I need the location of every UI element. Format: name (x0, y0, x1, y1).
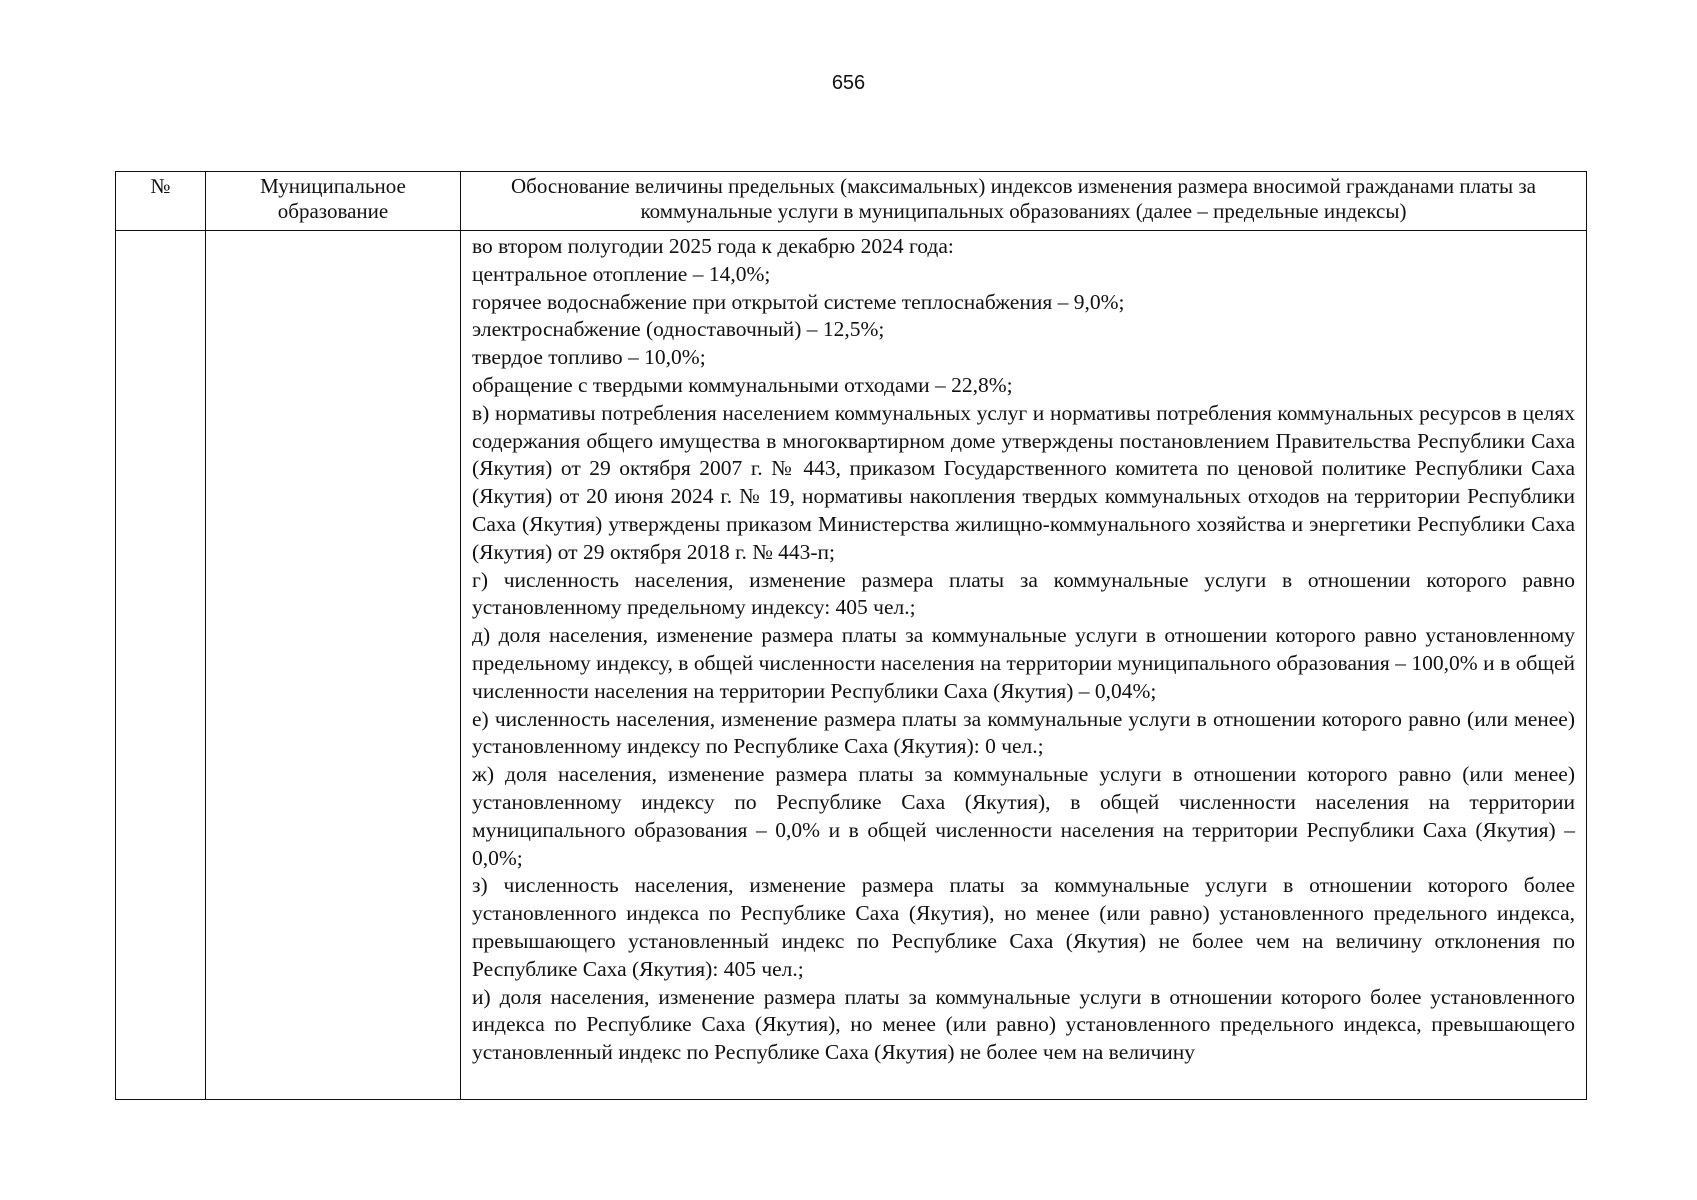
header-number: № (116, 172, 206, 231)
paragraph-solid-fuel: твердое топливо – 10,0%; (472, 345, 706, 370)
paragraph-heating: центральное отопление – 14,0%; (472, 261, 771, 286)
header-justification: Обоснование величины предельных (максимальных) индексов изменения размера вносимой гражданами платы за коммунальные услуги в муниципальных образованиях (далее – предельные индексы) (461, 172, 1587, 231)
paragraph-item-zh: ж) доля населения, изменение размера платы за коммунальные услуги в отношении которого равно (или менее) установленному индексу по Республике Саха (Якутия), в общей численности населения на территории муниципального образования – 0,0% и в общей численности населения на территории Республики Саха (Якутия) – 0,0%; (472, 762, 1575, 870)
table-row (116, 231, 1587, 1100)
cell-number (116, 231, 206, 1100)
paragraph-hot-water: горячее водоснабжение при открытой системе теплоснабжения – 9,0%; (472, 289, 1125, 314)
paragraph-item-z: з) численность населения, изменение размера платы за коммунальные услуги в отношении которого более установленного индекса по Республике Саха (Якутия), но менее (или равно) установленного предельного индекса, превышающего установленный индекс по Республике Саха (Якутия) не более чем на величину отклонения по Республике Саха (Якутия): 405 чел.; (472, 873, 1575, 981)
paragraph-item-e: е) численность населения, изменение размера платы за коммунальные услуги в отношении которого равно (или менее) установленному индексу по Республике Саха (Якутия): 0 чел.; (472, 706, 1575, 759)
cell-justification (461, 231, 1587, 1100)
paragraph-waste: обращение с твердыми коммунальными отходами – 22,8%; (472, 372, 1013, 397)
paragraph-item-g: г) численность населения, изменение размера платы за коммунальные услуги в отношении которого равно установленному предельному индексу: 405 чел.; (472, 567, 1575, 620)
header-municipality: Муниципальное образование (206, 172, 461, 231)
table-header-row (116, 172, 1587, 231)
paragraph-item-i: и) доля населения, изменение размера платы за коммунальные услуги в отношении которого более установленного индекса по Республике Саха (Якутия), но менее (или равно) установленного предельного индекса, превышающего установленный индекс по Республике Саха (Якутия) не более чем на величину (472, 984, 1575, 1065)
paragraph-period: во втором полугодии 2025 года к декабрю 2024 года: (472, 234, 954, 258)
page-number: 656 (831, 72, 866, 94)
paragraph-item-d: д) доля населения, изменение размера платы за коммунальные услуги в отношении которого равно установленному предельному индексу, в общей численности населения на территории муниципального образования – 100,0% и в общей численности населения на территории Республики Саха (Якутия) – 0,04%; (472, 623, 1575, 703)
paragraph-electricity: электроснабжение (одноставочный) – 12,5%; (472, 317, 885, 342)
justification-table (115, 171, 1587, 1100)
cell-municipality (206, 231, 461, 1100)
paragraph-item-v: в) нормативы потребления населением коммунальных услуг и нормативы потребления коммунальных ресурсов в целях содержания общего имущества в многоквартирном доме утверждены постановлением Правительства Республики Саха (Якутия) от 29 октября 2007 г. № 443, приказом Государственного комитета по ценовой политике Республики Саха (Якутия) от 20 июня 2024 г. № 19, нормативы накопления твердых коммунальных отходов на территории Республики Саха (Якутия) утверждены приказом Министерства жилищно-коммунального хозяйства и энергетики Республики Саха (Якутия) от 29 октября 2018 г. № 443-п; (472, 400, 1575, 564)
